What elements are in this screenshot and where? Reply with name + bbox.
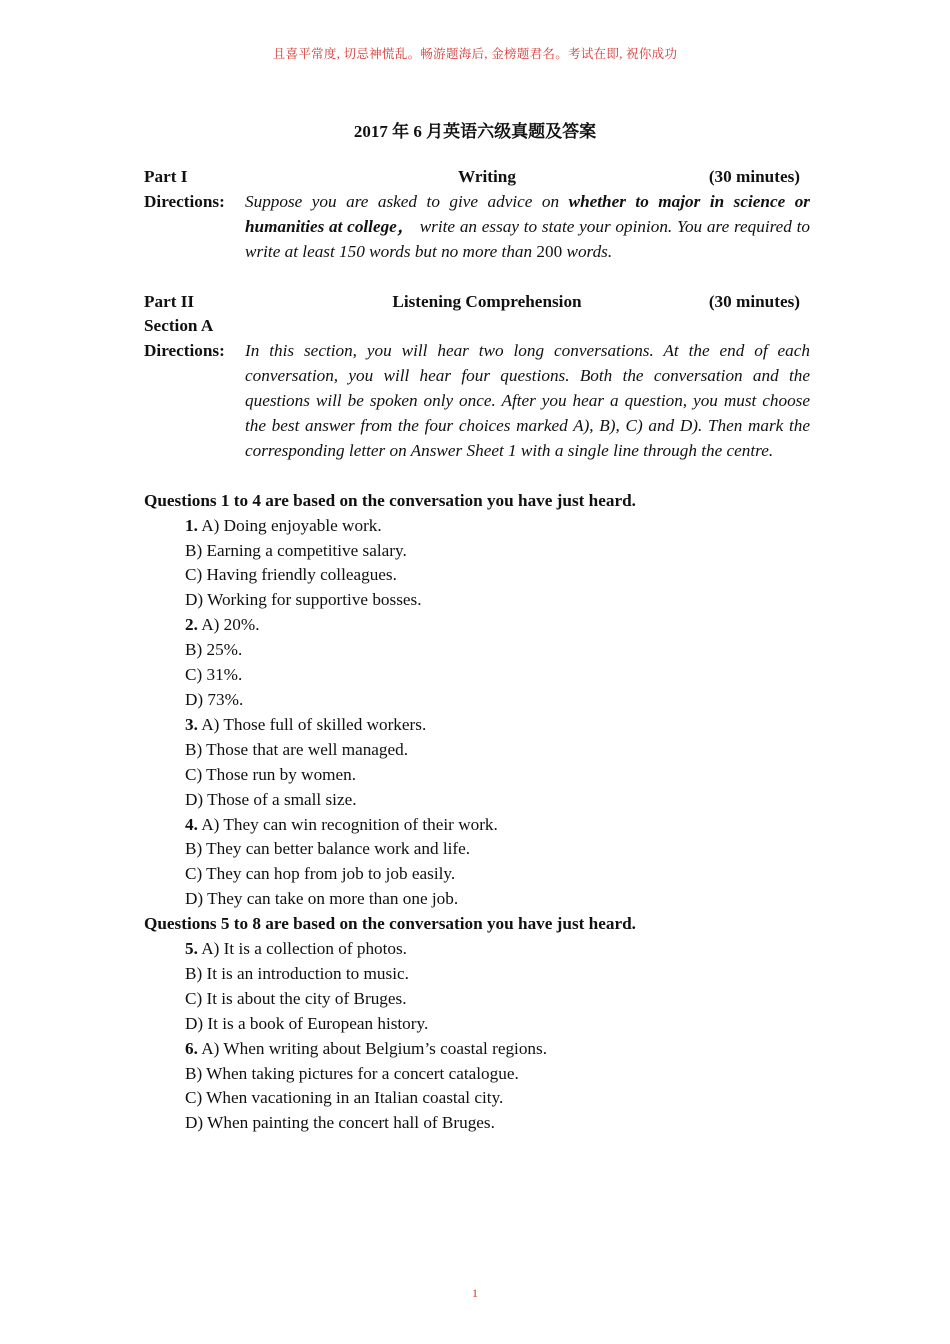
part-2-directions <box>144 339 810 464</box>
part-1-name: Writing <box>458 167 516 186</box>
answer-option <box>144 862 810 887</box>
option-text: C) 31%. <box>185 665 243 685</box>
answer-option <box>144 613 810 638</box>
page-number: 1 <box>472 1286 478 1300</box>
part-2-number: Part II <box>144 291 195 311</box>
answer-option <box>144 713 810 738</box>
option-text: C) It is about the city of Bruges. <box>185 988 407 1008</box>
option-text: A) Doing enjoyable work. <box>201 515 382 535</box>
option-text: B) When taking pictures for a concert catalogue. <box>185 1063 519 1083</box>
option-text: C) They can hop from job to job easily. <box>185 864 456 884</box>
option-text: D) They can take on more than one job. <box>185 889 459 909</box>
option-text: B) They can better balance work and life. <box>185 839 471 859</box>
question-group-heading: Questions 5 to 8 are based on the conversation you have just heard. <box>144 914 636 934</box>
directions-label: Directions: <box>144 341 225 361</box>
option-text: B) 25%. <box>185 640 243 660</box>
answer-option <box>144 688 810 713</box>
part-2-heading <box>144 290 810 315</box>
question-number: 3. <box>185 714 198 734</box>
directions-text <box>245 190 810 265</box>
option-text: A) They can win recognition of their work. <box>201 814 498 834</box>
option-text: C) Having friendly colleagues. <box>185 565 397 585</box>
option-text: A) 20%. <box>201 615 260 635</box>
answer-option <box>144 1086 810 1111</box>
answer-option <box>144 1111 810 1136</box>
part-1-number: Part I <box>144 167 188 186</box>
answer-option <box>144 813 810 838</box>
answer-option <box>144 837 810 862</box>
question-number: 4. <box>185 814 198 834</box>
option-text: A) It is a collection of photos. <box>201 939 407 959</box>
answer-option <box>144 638 810 663</box>
answer-option <box>144 962 810 987</box>
directions-topic: whether to major in science or humanities at college， <box>245 191 810 236</box>
question-number: 2. <box>185 615 198 635</box>
answer-option <box>144 887 810 912</box>
answer-option <box>144 1012 810 1037</box>
question-number: 1. <box>185 515 198 535</box>
part-1-heading <box>144 165 810 190</box>
answer-option <box>144 539 810 564</box>
option-text: B) Those that are well managed. <box>185 739 409 759</box>
answer-option <box>144 1062 810 1087</box>
part-2-name: Listening Comprehension <box>392 291 582 311</box>
answer-option <box>144 987 810 1012</box>
section-a-label: Section A <box>144 316 214 336</box>
page-header-motto: 且喜平常度, 切忌神慌乱。畅游题海后, 金榜题君名。考试在即, 祝你成功 <box>272 47 678 61</box>
option-text: D) Those of a small size. <box>185 789 357 809</box>
document-title: 2017 年 6 月英语六级真题及答案 <box>353 122 597 141</box>
question-number: 6. <box>185 1038 198 1058</box>
option-text: D) It is a book of European history. <box>185 1013 429 1033</box>
answer-option <box>144 738 810 763</box>
option-text: A) When writing about Belgium’s coastal regions. <box>201 1038 548 1058</box>
directions-text-c: words. <box>566 241 613 261</box>
directions-word-limit: 200 <box>536 241 563 261</box>
answer-option <box>144 663 810 688</box>
answer-option <box>144 788 810 813</box>
answer-option <box>144 514 810 539</box>
document-body <box>144 165 810 1136</box>
option-text: C) When vacationing in an Italian coastal city. <box>185 1088 504 1108</box>
part-1-time: (30 minutes) <box>708 167 800 186</box>
part-1-directions <box>144 190 810 265</box>
question-groups <box>144 489 810 1137</box>
answer-option <box>144 1037 810 1062</box>
answer-option <box>144 937 810 962</box>
option-text: A) Those full of skilled workers. <box>201 714 427 734</box>
answer-option <box>144 763 810 788</box>
question-group-heading: Questions 1 to 4 are based on the conversation you have just heard. <box>144 490 636 510</box>
option-text: D) When painting the concert hall of Bruges. <box>185 1113 495 1133</box>
directions-text: In this section, you will hear two long conversations. At the end of each conversation, you will hear four questions. Both the conversation and the questions will be spoken only once. After you hear a question, you must choose the best answer from the four choices marked A), B), C) and D). Then mark the corresponding letter on Answer Sheet 1 with a single line through the centre. <box>245 341 810 460</box>
directions-label: Directions: <box>144 191 225 211</box>
answer-option <box>144 563 810 588</box>
option-text: C) Those run by women. <box>185 764 357 784</box>
answer-option <box>144 588 810 613</box>
option-text: D) Working for supportive bosses. <box>185 590 422 610</box>
directions-text-b: write an essay to state your opinion. You are required to write at least 150 words but no more than <box>245 216 811 261</box>
option-text: B) Earning a competitive salary. <box>185 540 407 560</box>
option-text: B) It is an introduction to music. <box>185 963 409 983</box>
question-number: 5. <box>185 939 198 959</box>
directions-text-a: Suppose you are asked to give advice on <box>245 191 560 211</box>
part-2-time: (30 minutes) <box>708 291 800 311</box>
option-text: D) 73%. <box>185 689 244 709</box>
